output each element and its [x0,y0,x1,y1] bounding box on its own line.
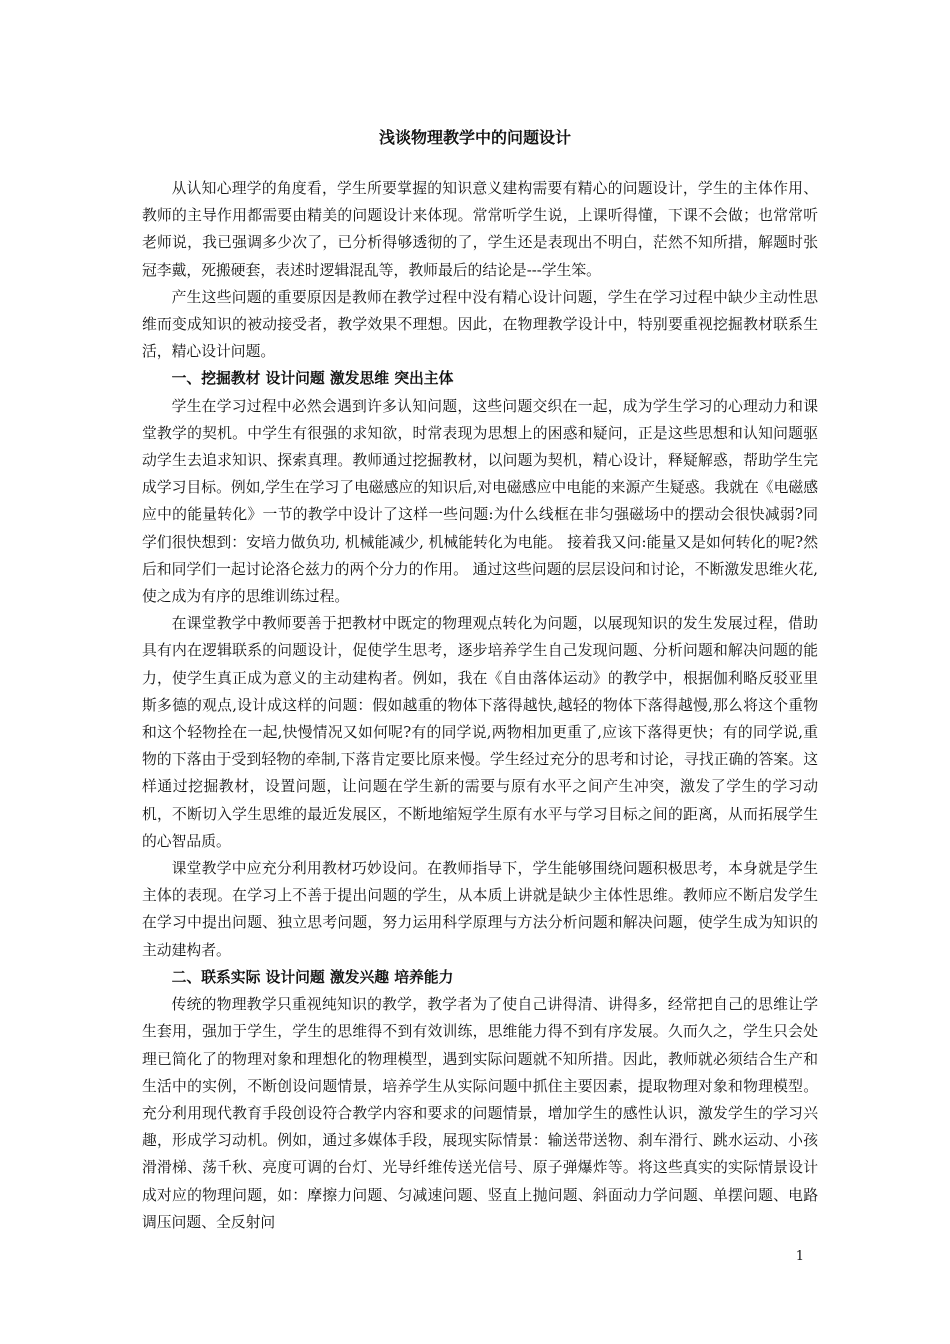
paragraph: 产生这些问题的重要原因是教师在教学过程中没有精心设计问题，学生在学习过程中缺少主动性思维而变成知识的被动接受者，教学效果不理想。因此，在物理教学设计中，特别要重视挖掘教材联系生活，精心设计问题。 [142,288,818,361]
paragraph: 传统的物理教学只重视纯知识的教学，教学者为了使自己讲得清、讲得多，经常把自己的思维让学生套用，强加于学生，学生的思维得不到有效训练，思维能力得不到有序发展。久而久之，学生只会处理已简化了的物理对象和理想化的物理模型，遇到实际问题就不知所措。因此，教师就必须结合生产和生活中的实例，不断创设问题情景，培养学生从实际问题中抓住主要因素，提取物理对象和物理模型。充分利用现代教育手段创设符合教学内容和要求的问题情景，增加学生的感性认识，激发学生的学习兴趣，形成学习动机。例如，通过多媒体手段，展现实际情景：输送带送物、刹车滑行、跳水运动、小孩滑滑梯、荡千秋、亮度可调的台灯、光导纤维传送光信号、原子弹爆炸等。将这些真实的实际情景设计成对应的物理问题，如：摩擦力问题、匀减速问题、竖直上抛问题、斜面动力学问题、单摆问题、电路调压问题、全反射问 [142,996,818,1231]
paragraph: 在课堂教学中教师要善于把教材中既定的物理观点转化为问题，以展现知识的发生发展过程，借助具有内在逻辑联系的问题设计，促使学生思考，逐步培养学生自己发现问题、分析问题和解决问题的能力，使学生真正成为意义的主动建构者。例如，我在《自由落体运动》的教学中，根据伽利略反驳亚里斯多德的观点,设计成这样的问题：假如越重的物体下落得越快,越轻的物体下落得越慢,那么将这个重物和这个轻物拴在一起,快慢情况又如何呢?有的同学说,两物相加更重了,应该下落得更快；有的同学说,重物的下落由于受到轻物的牵制,下落肯定要比原来慢。学生经过充分的思考和讨论，寻找正确的答案。这样通过挖掘教材，设置问题，让问题在学生新的需要与原有水平之间产生冲突，激发了学生的学习动机，不断切入学生思维的最近发展区，不断地缩短学生原有水平与学习目标之间的距离，从而拓展学生的心智品质。 [142,615,818,850]
document-body [142,175,818,1236]
paragraph: 课堂教学中应充分利用教材巧妙设问。在教师指导下，学生能够围绕问题积极思考，本身就是学生主体的表现。在学习上不善于提出问题的学生，从本质上讲就是缺少主体性思维。教师应不断启发学生在学习中提出问题、独立思考问题，努力运用科学原理与方法分析问题和解决问题，使学生成为知识的主动建构者。 [142,860,818,959]
section-heading: 二、联系实际 设计问题 激发兴趣 培养能力 [171,968,454,986]
page-number: 1 [795,1249,804,1264]
section-heading: 一、挖掘教材 设计问题 激发思维 突出主体 [171,370,454,388]
document-title: 浅谈物理教学中的问题设计 [378,128,571,147]
paragraph: 从认知心理学的角度看，学生所要掌握的知识意义建构需要有精心的问题设计，学生的主体作用、教师的主导作用都需要由精美的问题设计来体现。常常听学生说，上课听得懂，下课不会做；也常常听老师说，我已强调多少次了，已分析得够透彻的了，学生还是表现出不明白，茫然不知所措，解题时张冠李戴，死搬硬套，表述时逻辑混乱等，教师最后的结论是---学生笨。 [142,180,818,279]
paragraph: 学生在学习过程中必然会遇到许多认知问题，这些问题交织在一起，成为学生学习的心理动力和课堂教学的契机。中学生有很强的求知欲，时常表现为思想上的困惑和疑问，正是这些思想和认知问题驱动学生去追求知识、探索真理。教师通过挖掘教材，以问题为契机，精心设计，释疑解惑，帮助学生完成学习目标。例如,学生在学习了电磁感应的知识后,对电磁感应中电能的来源产生疑惑。我就在《电磁感应中的能量转化》一节的教学中设计了这样一些问题:为什么线框在非匀强磁场中的摆动会很快减弱?同学们很快想到：安培力做负功, 机械能减少, 机械能转化为电能。 接着我又问:能量又是如何转化的呢?然后和同学们一起讨论洛仑兹力的两个分力的作用。 通过这些问题的层层设问和讨论，不断激发思维火花,使之成为有序的思维训练过程。 [142,397,818,606]
